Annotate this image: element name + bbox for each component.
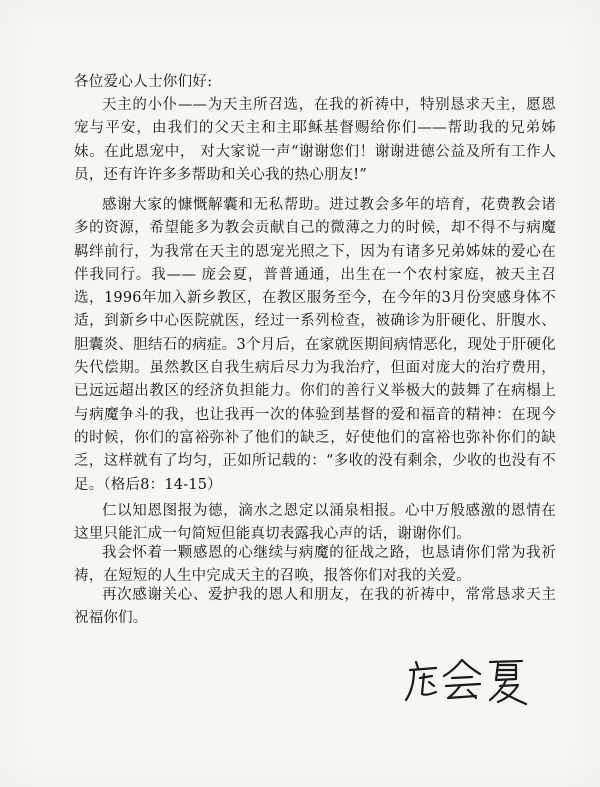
signature-drawing [402,650,532,710]
salutation: 各位爱心人士你们好: [74,74,213,90]
paragraph-gratitude-and-illness: 感谢大家的慷慨解囊和无私帮助。进过教会多年的培育，花费教会诸多的资源，希望能多为教会贡献自己的微薄之力的时候，却不得不与病魔羁绊前行，为我常在天主的恩宠光照之下，因为有诸多兄弟姊妹的爱心在伴我同行。我—— 庞会夏，普普通通，出生在一个农村家庭，被天主召选，1996年加入新乡教区，在教区服务至今，在今年的3月份突感身体不适，到新乡中心医院就医，经过一系列检查，被确诊为肝硬化、肝腹水、胆囊炎、胆结石的病症。3个月后，在家就医期间病情恶化，现处于肝硬化失代偿期。虽然教区自我生病后尽力为我治疗，但面对庞大的治疗费用，已远远超出教区的经济负担能力。你们的善行义举极大的鼓舞了在病榻上与病魔争斗的我，也让我再一次的体验到基督的爱和福音的精神：在现今的时候，你们的富裕弥补了他们的缺乏，好使他们的富裕也弥补你们的缺乏，这样就有了均匀，正如所记载的：“多收的没有剩余，少收的也没有不足。（格后8：14-15） [74,197,556,493]
paragraph-closing-thanks: 再次感谢关心、爱护我的恩人和朋友，在我的祈祷中，常常恳求天主祝福你们。 [74,587,556,627]
handwritten-signature [402,650,532,710]
paragraph-prayer-request: 我会怀着一颗感恩的心继续与病魔的征战之路，也恳请你们常为我祈祷，在短短的人生中完成天主的召唤，报答你们对我的关爱。 [74,545,556,585]
paragraph-repay-kindness: 仁以知恩图报为德，滴水之恩定以涌泉相报。心中万般感激的恩情在这里只能汇成一句简短但能真切表露我心声的话，谢谢你们。 [74,503,556,543]
paragraph-blessing: 天主的小仆——为天主所召选，在我的祈祷中，特别恳求天主，愿恩宠与平安，由我们的父天主和主耶稣基督赐给你们——帮助我的兄弟姊妹。在此恩宠中， 对大家说一声“谢谢您们！谢谢进德公益及所有工作人员，还有许许多多帮助和关心我的热心朋友!” [74,97,556,183]
